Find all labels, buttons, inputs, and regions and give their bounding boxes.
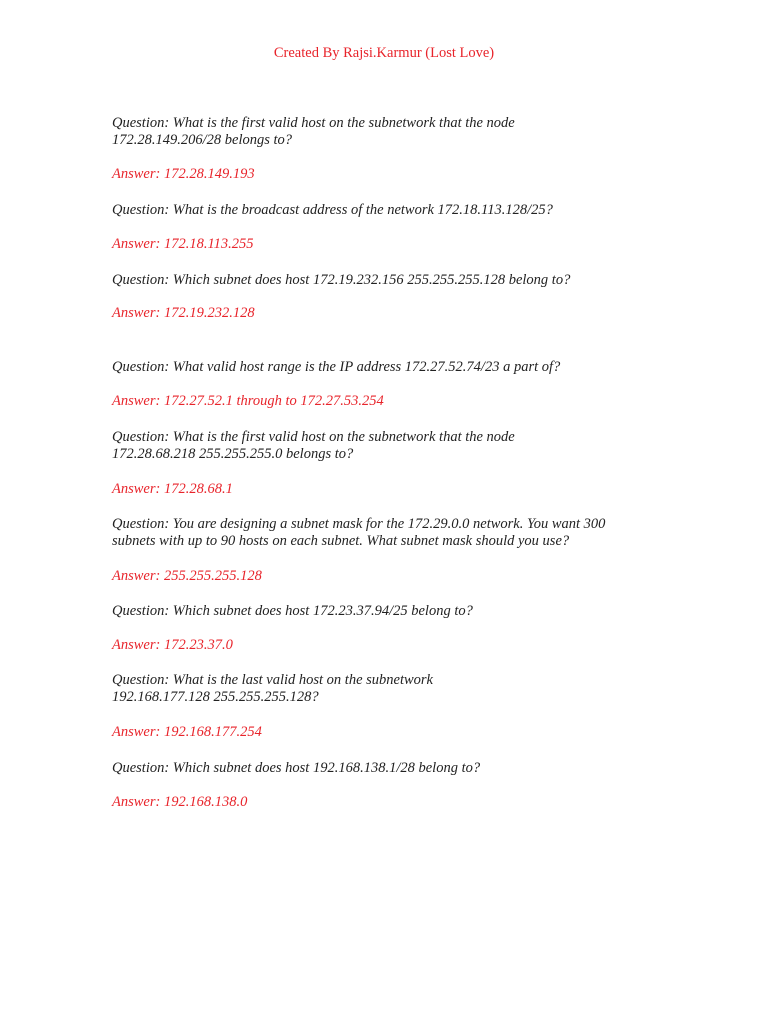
question-2-line-1: Question: What is the broadcast address of the network 172.18.113.128/25? <box>112 202 553 218</box>
document-header: Created By Rajsi.Karmur (Lost Love) <box>273 45 495 61</box>
answer-7: Answer: 172.23.37.0 <box>112 637 233 653</box>
answer-3: Answer: 172.19.232.128 <box>112 305 255 321</box>
answer-5: Answer: 172.28.68.1 <box>112 481 233 497</box>
question-6-line-1: Question: You are designing a subnet mask for the 172.29.0.0 network. You want 300 <box>112 516 606 532</box>
question-5-line-2: 172.28.68.218 255.255.255.0 belongs to? <box>112 446 354 462</box>
question-8-line-1: Question: What is the last valid host on the subnetwork <box>112 672 433 688</box>
question-3-line-1: Question: Which subnet does host 172.19.232.156 255.255.255.128 belong to? <box>112 272 571 288</box>
question-1-line-2: 172.28.149.206/28 belongs to? <box>112 132 293 148</box>
question-1-line-1: Question: What is the first valid host on the subnetwork that the node <box>112 115 515 131</box>
question-9-line-1: Question: Which subnet does host 192.168.138.1/28 belong to? <box>112 760 481 776</box>
answer-2: Answer: 172.18.113.255 <box>112 236 254 252</box>
answer-4: Answer: 172.27.52.1 through to 172.27.53.254 <box>112 393 384 409</box>
question-5-line-1: Question: What is the first valid host on the subnetwork that the node <box>112 429 515 445</box>
answer-6: Answer: 255.255.255.128 <box>112 568 262 584</box>
answer-8: Answer: 192.168.177.254 <box>112 724 262 740</box>
question-7-line-1: Question: Which subnet does host 172.23.37.94/25 belong to? <box>112 603 473 619</box>
answer-9: Answer: 192.168.138.0 <box>112 794 248 810</box>
question-6-line-2: subnets with up to 90 hosts on each subnet. What subnet mask should you use? <box>112 533 570 549</box>
answer-1: Answer: 172.28.149.193 <box>112 166 255 182</box>
question-4-line-1: Question: What valid host range is the IP address 172.27.52.74/23 a part of? <box>112 359 561 375</box>
question-8-line-2: 192.168.177.128 255.255.255.128? <box>112 689 319 705</box>
